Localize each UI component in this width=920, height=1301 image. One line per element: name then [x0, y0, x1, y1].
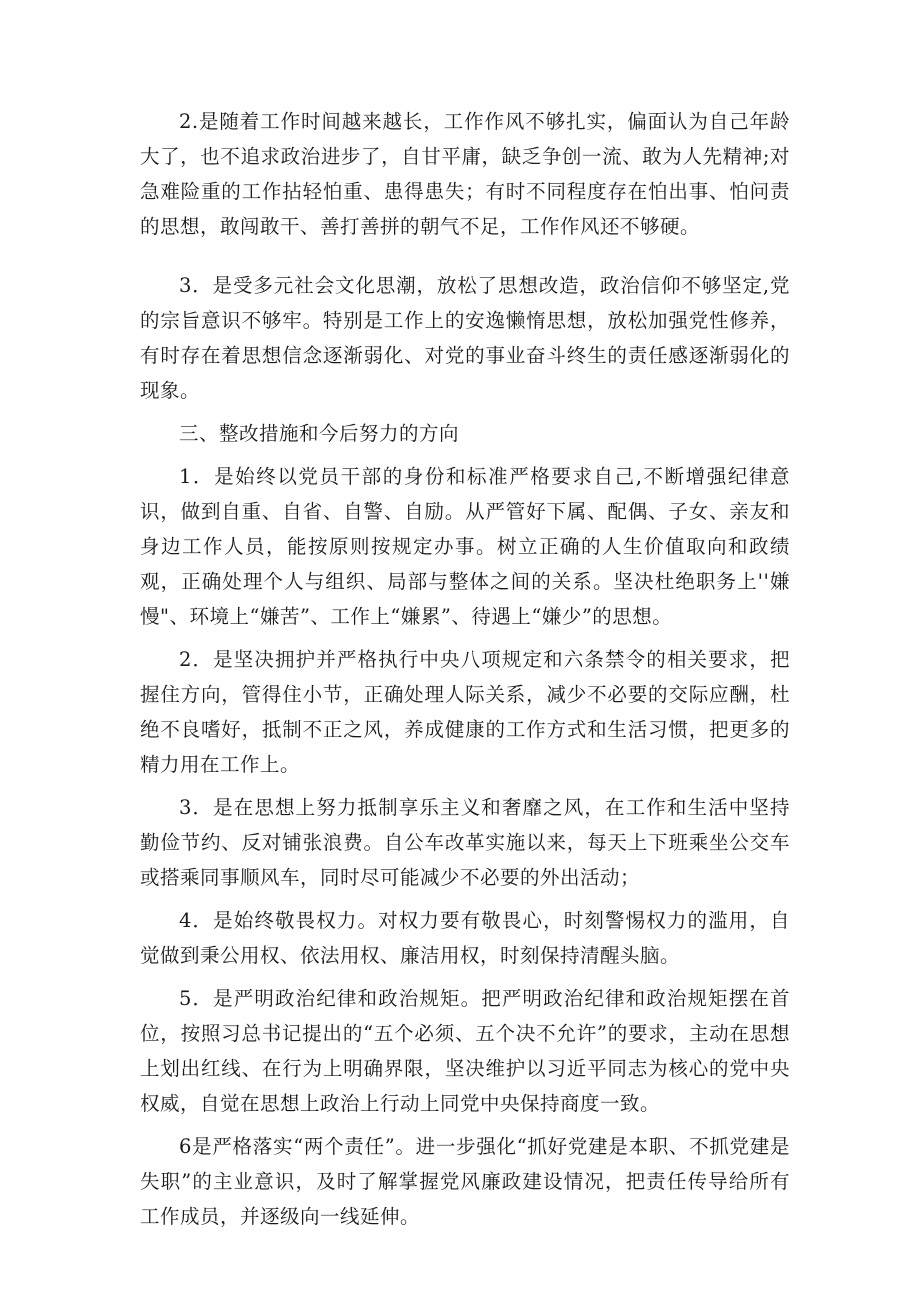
paragraph-item-3: 3．是受多元社会文化思潮，放松了思想改造，政治信仰不够坚定,党的宗旨意识不够牢。特别是工作上的安逸懒惰思想，放松加强党性修养，有时存在着思想信念逐渐弱化、对党的事业奋斗终生的责任感逐渐弱化的现象。 [140, 274, 790, 402]
measure-item-5: 5．是严明政治纪律和政治规矩。把严明政治纪律和政治规矩摆在首位，按照习总书记提出的“五个必须、五个决不允许”的要求，主动在思想上划出红线、在行为上明确界限，坚决维护以习近平同志为核心的党中央权威，自觉在思想上政治上行动上同党中央保持商度一致。 [140, 987, 790, 1115]
section-heading: 三、整改措施和今后努力的方向 [179, 422, 460, 445]
measure-item-1: 1．是始终以党员干部的身份和标准严格要求自己,不断增强纪律意识，做到自重、自省、自警、自励。从严管好下属、配偶、子女、亲友和身边工作人员，能按原则按规定办事。树立正确的人生价值取向和政绩观，正确处理个人与组织、局部与整体之间的关系。坚决杜绝职务上''嫌慢"、环境上“嫌苦”、工作上“嫌累”、待遇上“嫌少”的思想。 [140, 465, 790, 628]
measure-item-3: 3．是在思想上努力抵制享乐主义和奢靡之风，在工作和生活中坚持勤俭节约、反对铺张浪费。自公车改革实施以来，每天上下班乘坐公交车或搭乘同事顺风车，同时尽可能减少不必要的外出活动； [140, 796, 790, 889]
measure-item-2: 2．是坚决拥护并严格执行中央八项规定和六条禁令的相关要求，把握住方向，管得住小节，正确处理人际关系，减少不必要的交际应酬，杜绝不良嗜好，抵制不正之风，养成健康的工作方式和生活习惯，把更多的精力用在工作上。 [140, 648, 790, 776]
measure-item-6: 6是严格落实“两个责任”。进一步强化“抓好党建是本职、不抓党建是失职”的主业意识，及时了解掌握党风廉政建设情况，把责任传导给所有工作成员，并逐级向一线延伸。 [140, 1135, 790, 1228]
measure-item-4: 4．是始终敬畏权力。对权力要有敬畏心，时刻警惕权力的滥用，自觉做到秉公用权、依法用权、廉洁用权，时刻保持清醒头脑。 [140, 909, 790, 967]
document-page [140, 104, 790, 1242]
paragraph-item-2: 2.是随着工作时间越来越长，工作作风不够扎实，偏面认为自己年龄大了，也不追求政治进步了，自甘平庸，缺乏争创一流、敢为人先精神;对急难险重的工作拈轻怕重、患得患失；有时不同程度存在怕出事、怕问责的思想，敢闯敢干、善打善拼的朝气不足，工作作风还不够硬。 [140, 110, 790, 238]
